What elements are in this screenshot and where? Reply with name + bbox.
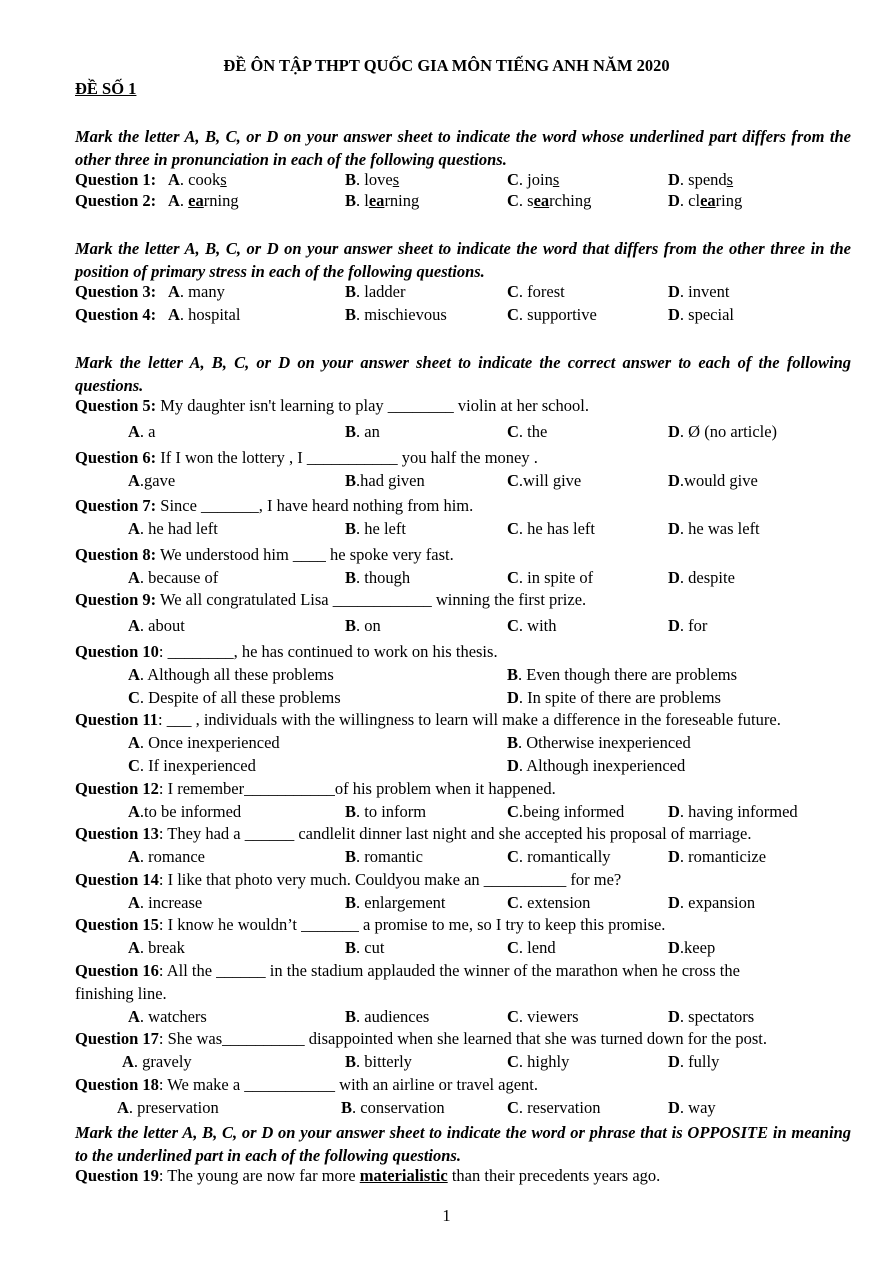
- q4-option-b: B. mischievous: [345, 305, 447, 324]
- q8-option-d: D. despite: [668, 568, 735, 587]
- correct-answer-instruction: Mark the letter A, B, C, or D on your answer sheet to indicate the correct answer to each of the following questions.: [75, 353, 851, 395]
- q7-option-d: D. he was left: [668, 519, 760, 538]
- q13-option-c: C. romantically: [507, 847, 611, 866]
- q7-option-c: C. he has left: [507, 519, 595, 538]
- question-19: Question 19: The young are now far more materialistic than their precedents years ago.: [75, 1166, 661, 1185]
- q18-option-b: B. conservation: [341, 1098, 445, 1117]
- question-14: Question 14: I like that photo very much. Couldyou make an __________ for me?: [75, 870, 622, 889]
- q17-option-d: D. fully: [668, 1052, 720, 1071]
- q11-option-a: A. Once inexperienced: [128, 733, 280, 752]
- q8-option-a: A. because of: [128, 568, 219, 587]
- question-8: Question 8: We understood him ____ he spoke very fast.: [75, 545, 454, 564]
- question-16: Question 16: All the ______ in the stadium applauded the winner of the marathon when he cross the: [75, 961, 740, 980]
- q6-option-d: D.would give: [668, 471, 758, 490]
- q14-option-a: A. increase: [128, 893, 203, 912]
- pronunciation-instruction: Mark the letter A, B, C, or D on your answer sheet to indicate the word whose underlined part differs from the other three in pronunciation in each of the following questions.: [75, 127, 851, 169]
- q15-option-a: A. break: [128, 938, 185, 957]
- q14-option-d: D. expansion: [668, 893, 756, 912]
- question-16-continuation: finishing line.: [75, 984, 167, 1003]
- q12-option-b: B. to inform: [345, 802, 427, 821]
- underlined-keyword: materialistic: [359, 1166, 448, 1185]
- q13-option-d: D. romanticize: [668, 847, 767, 866]
- q2-option-c: C. searching: [507, 191, 592, 210]
- q13-option-a: A. romance: [128, 847, 205, 866]
- q18-option-d: D. way: [668, 1098, 716, 1117]
- q9-option-b: B. on: [345, 616, 381, 635]
- q12-option-d: D. having informed: [668, 802, 798, 821]
- q10-option-d: D. In spite of there are problems: [507, 688, 721, 707]
- q10-option-b: B. Even though there are problems: [507, 665, 738, 684]
- q11-option-d: D. Although inexperienced: [507, 756, 686, 775]
- question-13: Question 13: They had a ______ candlelit dinner last night and she accepted his proposal of marriage.: [75, 824, 752, 843]
- q3-option-c: C. forest: [507, 282, 565, 301]
- q1-option-c: C. joins: [507, 170, 560, 189]
- q18-option-a: A. preservation: [117, 1098, 219, 1117]
- q10-option-c: C. Despite of all these problems: [128, 688, 341, 707]
- question-label: Question 1:: [75, 170, 157, 189]
- question-3: Question 3:: [75, 282, 157, 301]
- q6-option-c: C.will give: [507, 471, 582, 490]
- question-18: Question 18: We make a ___________ with an airline or travel agent.: [75, 1075, 539, 1094]
- question-4: Question 4:: [75, 305, 157, 324]
- q16-option-b: B. audiences: [345, 1007, 430, 1026]
- q6-option-b: B.had given: [345, 471, 425, 490]
- q15-option-c: C. lend: [507, 938, 556, 957]
- q10-option-a: A. Although all these problems: [128, 665, 334, 684]
- q11-option-c: C. If inexperienced: [128, 756, 256, 775]
- q3-option-b: B. ladder: [345, 282, 406, 301]
- q8-option-b: B. though: [345, 568, 411, 587]
- q12-option-c: C.being informed: [507, 802, 625, 821]
- q3-option-a: A. many: [168, 282, 225, 301]
- question-10: Question 10: ________, he has continued to work on his thesis.: [75, 642, 498, 661]
- q14-option-b: B. enlargement: [345, 893, 446, 912]
- q1-option-d: D. spends: [668, 170, 734, 189]
- q12-option-a: A.to be informed: [128, 802, 242, 821]
- q13-option-b: B. romantic: [345, 847, 423, 866]
- question-label: Question 2:: [75, 191, 157, 210]
- q7-option-a: A. he had left: [128, 519, 218, 538]
- q16-option-a: A. watchers: [128, 1007, 207, 1026]
- q4-option-c: C. supportive: [507, 305, 597, 324]
- q7-option-b: B. he left: [345, 519, 406, 538]
- q2-option-d: D. clearing: [668, 191, 743, 210]
- q5-option-c: C. the: [507, 422, 548, 441]
- q6-option-a: A.gave: [128, 471, 176, 490]
- q16-option-d: D. spectators: [668, 1007, 755, 1026]
- question-6: Question 6: If I won the lottery , I ___________ you half the money .: [75, 448, 538, 467]
- question-12: Question 12: I remember___________of his problem when it happened.: [75, 779, 556, 798]
- q9-option-d: D. for: [668, 616, 708, 635]
- q5-option-a: A. a: [128, 422, 156, 441]
- q4-option-a: A. hospital: [168, 305, 241, 324]
- q14-option-c: C. extension: [507, 893, 591, 912]
- q1-option-a: A. cooks: [168, 170, 227, 189]
- stress-instruction: Mark the letter A, B, C, or D on your answer sheet to indicate the word that differs from the other three in the position of primary stress in each of the following questions.: [75, 239, 851, 281]
- q9-option-c: C. with: [507, 616, 557, 635]
- q17-option-a: A. gravely: [122, 1052, 192, 1071]
- question-15: Question 15: I know he wouldn’t _______ a promise to me, so I try to keep this promise.: [75, 915, 666, 934]
- q5-option-d: D. Ø (no article): [668, 422, 778, 441]
- q5-option-b: B. an: [345, 422, 380, 441]
- q16-option-c: C. viewers: [507, 1007, 579, 1026]
- page-number: 1: [442, 1206, 451, 1225]
- question-1: [75, 172, 156, 189]
- question-11: Question 11: ___ , individuals with the willingness to learn will make a difference in the foreseable future.: [75, 710, 781, 729]
- document-title: ĐỀ ÔN TẬP THPT QUỐC GIA MÔN TIẾNG ANH NĂM 2020: [223, 56, 670, 75]
- opposite-instruction: Mark the letter A, B, C, or D on your answer sheet to indicate the word or phrase that is OPPOSITE in meaning to the underlined part in each of the following questions.: [75, 1123, 851, 1165]
- q2-option-b: B. learning: [345, 191, 420, 210]
- q9-option-a: A. about: [128, 616, 185, 635]
- q15-option-b: B. cut: [345, 938, 385, 957]
- q15-option-d: D.keep: [668, 938, 716, 957]
- q17-option-b: B. bitterly: [345, 1052, 412, 1071]
- question-17: Question 17: She was__________ disappointed when she learned that she was turned down for the post.: [75, 1029, 767, 1048]
- q1-option-b: B. loves: [345, 170, 400, 189]
- q2-option-a: A. earning: [168, 191, 239, 210]
- exam-number: ĐỀ SỐ 1: [75, 79, 137, 98]
- question-2: [75, 193, 156, 210]
- question-7: Question 7: Since _______, I have heard nothing from him.: [75, 496, 474, 515]
- question-5: Question 5: My daughter isn't learning to play ________ violin at her school.: [75, 396, 589, 415]
- question-9: Question 9: We all congratulated Lisa ____________ winning the first prize.: [75, 590, 587, 609]
- q11-option-b: B. Otherwise inexperienced: [507, 733, 691, 752]
- q8-option-c: C. in spite of: [507, 568, 594, 587]
- q4-option-d: D. special: [668, 305, 734, 324]
- q18-option-c: C. reservation: [507, 1098, 601, 1117]
- q3-option-d: D. invent: [668, 282, 730, 301]
- q17-option-c: C. highly: [507, 1052, 570, 1071]
